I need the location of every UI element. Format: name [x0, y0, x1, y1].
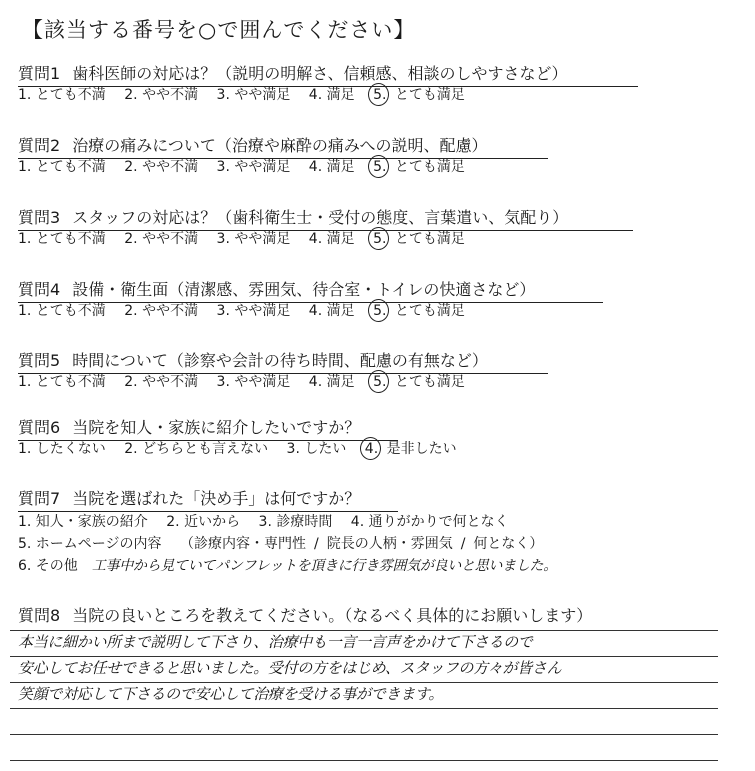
- selected-label: とても満足: [394, 374, 465, 390]
- slash-separator: /: [313, 536, 319, 552]
- answer-line: [10, 734, 718, 735]
- options-row: [18, 230, 718, 248]
- page-title: 【該当する番号を○で囲んでください】: [22, 18, 416, 42]
- answer-line: [10, 708, 718, 709]
- question-text: 当院の良いところを教えてください。（なるべく具体的にお願いします）: [72, 606, 593, 625]
- question-label: 質問5: [18, 351, 61, 370]
- answer-line: [10, 760, 718, 761]
- selected-number: 5.: [373, 303, 387, 319]
- option-1[interactable]: 1. とても不満: [18, 231, 106, 247]
- options-row: [18, 440, 718, 458]
- question-text: 時間について（診察や会計の待ち時間、配慮の有無など）: [72, 351, 488, 370]
- option-5-detail: 院長の人柄・雰囲気: [326, 536, 453, 552]
- selected-number: 5.: [373, 159, 387, 175]
- question-1-heading: [18, 64, 718, 84]
- option-5-selected[interactable]: [373, 302, 465, 320]
- question-label: 質問4: [18, 280, 61, 299]
- option-4[interactable]: 4. 満足: [308, 231, 355, 247]
- option-2[interactable]: 2. 近いから: [166, 514, 241, 530]
- handwritten-answer-line-3[interactable]: 笑顔で対応して下さるので安心して治療を受ける事ができます。: [18, 685, 444, 703]
- options-row: [18, 373, 718, 391]
- selected-number: 4.: [364, 441, 379, 457]
- option-6-other[interactable]: 6. その他: [18, 558, 78, 574]
- options-block: [18, 511, 718, 577]
- option-3[interactable]: 3. 診療時間: [258, 514, 333, 530]
- option-4-selected[interactable]: [365, 440, 457, 458]
- selected-number: 5.: [373, 87, 387, 103]
- option-3[interactable]: 3. やや満足: [216, 87, 291, 103]
- question-3: [18, 208, 718, 248]
- option-1[interactable]: 1. したくない: [18, 441, 106, 457]
- option-5-selected[interactable]: [373, 373, 465, 391]
- question-label: 質問8: [18, 606, 61, 625]
- question-4: [18, 280, 718, 320]
- question-8: [18, 606, 718, 626]
- option-3[interactable]: 3. やや満足: [216, 303, 291, 319]
- handwritten-other-answer[interactable]: 工事中から見ていてパンフレットを頂きに行き雰囲気が良いと思いました。: [91, 558, 557, 574]
- option-1[interactable]: 1. とても不満: [18, 374, 106, 390]
- option-5-detail: （診療内容・専門性: [179, 536, 306, 552]
- question-2-heading: [18, 136, 718, 156]
- option-5-selected[interactable]: [373, 158, 465, 176]
- options-row-1: [18, 511, 718, 533]
- question-8-heading: [18, 606, 718, 626]
- question-6: [18, 418, 718, 458]
- options-row: [18, 158, 718, 176]
- handwritten-answer-line-2[interactable]: 安心してお任せできると思いました。受付の方をはじめ、スタッフの方々が皆さん: [18, 659, 562, 677]
- option-1[interactable]: 1. とても不満: [18, 159, 106, 175]
- question-label: 質問6: [18, 418, 61, 437]
- question-2: [18, 136, 718, 176]
- question-label: 質問2: [18, 136, 61, 155]
- selected-label: とても満足: [394, 159, 465, 175]
- options-row-3: [18, 555, 718, 577]
- question-label: 質問3: [18, 208, 61, 227]
- option-5-selected[interactable]: [373, 86, 465, 104]
- option-3[interactable]: 3. やや満足: [216, 231, 291, 247]
- option-4[interactable]: 4. 満足: [308, 374, 355, 390]
- options-row-2: [18, 533, 718, 555]
- question-5: [18, 351, 718, 391]
- question-text: 歯科医師の対応は？（説明の明解さ、信頼感、相談のしやすさなど）: [72, 64, 568, 83]
- option-2[interactable]: 2. やや不満: [124, 231, 199, 247]
- selected-label: とても満足: [394, 87, 465, 103]
- selected-number: 5.: [373, 374, 387, 390]
- option-4[interactable]: 4. 満足: [308, 303, 355, 319]
- question-6-heading: [18, 418, 718, 438]
- option-1[interactable]: 1. とても不満: [18, 87, 106, 103]
- selected-label: とても満足: [394, 303, 465, 319]
- options-row: [18, 302, 718, 320]
- question-7: [18, 489, 718, 577]
- slash-separator: /: [460, 536, 466, 552]
- option-1[interactable]: 1. とても不満: [18, 303, 106, 319]
- question-3-heading: [18, 208, 718, 228]
- option-3[interactable]: 3. したい: [286, 441, 347, 457]
- options-row: [18, 86, 718, 104]
- option-3[interactable]: 3. やや満足: [216, 374, 291, 390]
- handwritten-answer-line-1[interactable]: 本当に細かい所まで説明して下さり、治療中も一言一言声をかけて下さるので: [18, 633, 533, 651]
- option-2[interactable]: 2. やや不満: [124, 87, 199, 103]
- option-5-selected[interactable]: [373, 230, 465, 248]
- option-5-detail: 何となく）: [473, 536, 544, 552]
- option-4[interactable]: 4. 通りがかりで何となく: [350, 514, 509, 530]
- option-1[interactable]: 1. 知人・家族の紹介: [18, 514, 148, 530]
- option-2[interactable]: 2. どちらとも言えない: [124, 441, 269, 457]
- question-4-heading: [18, 280, 718, 300]
- option-2[interactable]: 2. やや不満: [124, 374, 199, 390]
- selected-label: とても満足: [394, 231, 465, 247]
- question-text: 治療の痛みについて（治療や麻酔の痛みへの説明、配慮）: [72, 136, 488, 155]
- question-text: 当院を選ばれた「決め手」は何ですか？: [72, 489, 361, 508]
- option-2[interactable]: 2. やや不満: [124, 303, 199, 319]
- selected-label: 是非したい: [386, 441, 457, 457]
- option-5[interactable]: 5. ホームページの内容: [18, 536, 162, 552]
- option-4[interactable]: 4. 満足: [308, 87, 355, 103]
- option-4[interactable]: 4. 満足: [308, 159, 355, 175]
- question-text: 当院を知人・家族に紹介したいですか？: [72, 418, 361, 437]
- question-5-heading: [18, 351, 718, 371]
- question-1: [18, 64, 718, 104]
- question-7-heading: [18, 489, 718, 509]
- selected-number: 5.: [373, 231, 387, 247]
- question-text: 設備・衛生面（清潔感、雰囲気、待合室・トイレの快適さなど）: [72, 280, 536, 299]
- option-3[interactable]: 3. やや満足: [216, 159, 291, 175]
- question-text: スタッフの対応は？（歯科衛生士・受付の態度、言葉遣い、気配り）: [72, 208, 569, 227]
- option-2[interactable]: 2. やや不満: [124, 159, 199, 175]
- question-label: 質問1: [18, 64, 61, 83]
- question-label: 質問7: [18, 489, 61, 508]
